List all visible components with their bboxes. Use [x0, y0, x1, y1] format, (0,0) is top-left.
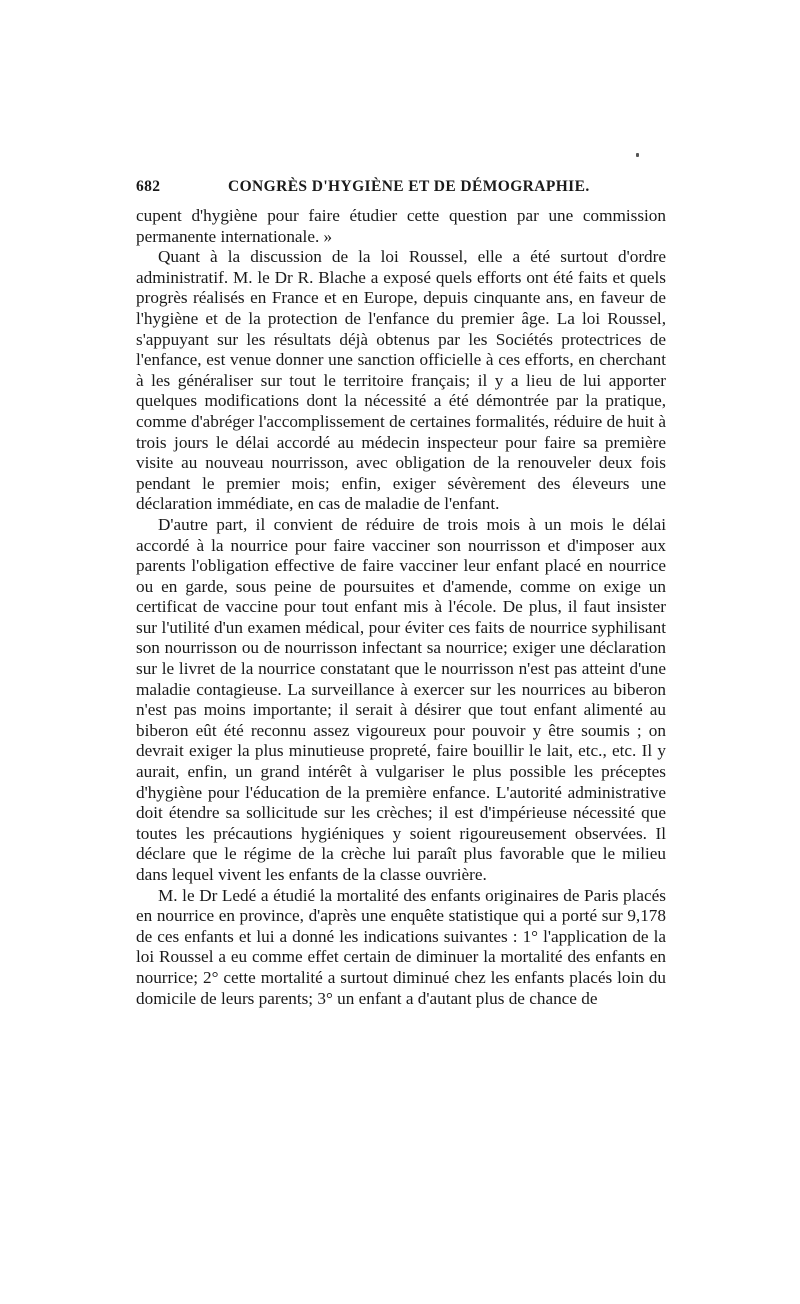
ink-speck — [636, 153, 639, 157]
page-number: 682 — [136, 178, 161, 195]
body-text — [136, 206, 666, 1009]
book-page — [136, 178, 666, 1009]
paragraph-loi-roussel: Quant à la discussion de la loi Roussel, elle a été surtout d'ordre administratif. M. le Dr R. Blache a exposé quels efforts ont été faits et quels progrès réalisés en France et en Europe, depuis cinquante ans, en faveur de l'hygiène et de la protection de l'enfance du premier âge. La loi Roussel, s'appuyant sur les résultats déjà obtenus par les Sociétés protectrices de l'enfance, est venue donner une sanction officielle à ces efforts, en cherchant à les généraliser sur tout le territoire français; il y a lieu de lui apporter quelques modifications dont la nécessité a été démontrée par la pratique, comme d'abréger l'accomplissement de certaines formalités, réduire de huit à trois jours le délai accordé au médecin inspecteur pour faire sa première visite au nouveau nourrisson, avec obligation de la renouveler deux fois pendant le premier mois; enfin, exiger sévèrement des éleveurs une déclaration immédiate, en cas de maladie de l'enfant. — [136, 247, 666, 514]
running-title: CONGRÈS D'HYGIÈNE ET DE DÉMOGRAPHIE. — [228, 178, 590, 195]
running-header — [136, 178, 666, 204]
paragraph-vaccination: D'autre part, il convient de réduire de trois mois à un mois le délai accordé à la nourrice pour faire vacciner son nourrisson et d'imposer aux parents l'obligation effective de faire vacciner leur enfant placé en nourrice ou en garde, sous peine de poursuites et d'amende, comme on exige un certificat de vaccine pour tout enfant mis à l'école. De plus, il faut insister sur l'utilité d'un examen médical, pour éviter ces faits de nourrice syphilisant son nourrisson ou de nourrisson infectant sa nourrice; exiger une déclaration sur le livret de la nourrice constatant que le nourrisson n'est pas atteint d'une maladie contagieuse. La surveillance à exercer sur les nourrices au biberon n'est pas moins importante; il serait à désirer que tout enfant alimenté au biberon eût été reconnu assez vigoureux pour pouvoir y être soumis ; on devrait exiger la plus minutieuse propreté, faire bouillir le lait, etc., etc. Il y aurait, enfin, un grand intérêt à vulgariser le plus possible les préceptes d'hygiène pour l'éducation de la première enfance. L'autorité administrative doit étendre sa sollicitude sur les crèches; il est d'impérieuse nécessité que toutes les précautions hygiéniques y soient rigoureusement observées. Il déclare que le régime de la crèche lui paraît plus favorable que le milieu dans lequel vivent les enfants de la classe ouvrière. — [136, 514, 666, 884]
paragraph-mortalite: M. le Dr Ledé a étudié la mortalité des enfants originaires de Paris placés en nourrice en province, d'après une enquête statistique qui a porté sur 9,178 de ces enfants et lui a donné les indications suivantes : 1° l'application de la loi Roussel a eu comme effet certain de diminuer la mortalité des enfants en nourrice; 2° cette mortalité a surtout diminué chez les enfants placés loin du domicile de leurs parents; 3° un enfant a d'autant plus de chance de — [136, 885, 666, 1008]
paragraph-continuation: cupent d'hygiène pour faire étudier cette question par une commission permanente internationale. » — [136, 206, 666, 246]
